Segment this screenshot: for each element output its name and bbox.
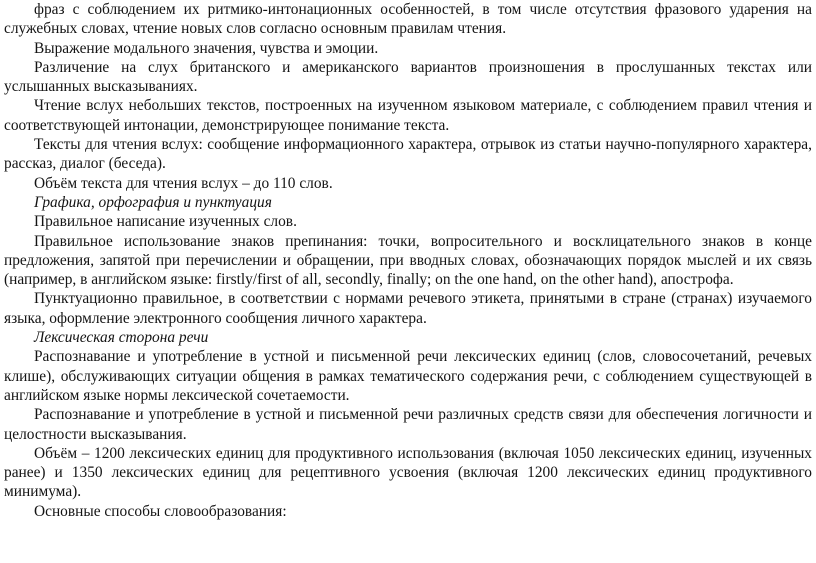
section-heading-lexical: Лексическая сторона речи	[34, 329, 209, 347]
paragraph-lexical-units: Распознавание и употребление в устной и письменной речи лексических единиц (слов, словосочетаний, речевых клише), обслуживающих ситуации общения в рамках тематического содержания речи, с соблюдением существующей в английском языке нормы лексической сочетаемости.	[4, 348, 812, 404]
paragraph-spelling: Правильное написание изученных слов.	[34, 213, 297, 231]
paragraph-word-formation: Основные способы словообразования:	[34, 502, 287, 520]
paragraph-text-volume: Объём текста для чтения вслух – до 110 слов.	[34, 174, 333, 192]
paragraph-reading-texts: Тексты для чтения вслух: сообщение информационного характера, отрывок из статьи научно-популярного характера, рассказ, диалог (беседа).	[4, 136, 812, 173]
paragraph-reading-aloud: Чтение вслух небольших текстов, построенных на изученном языковом материале, с соблюдением правил чтения и соответствующей интонации, демонстрирующее понимание текста.	[4, 97, 812, 134]
paragraph-email-format: Пунктуационно правильное, в соответствии с нормами речевого этикета, принятыми в стране (странах) изучаемого языка, оформление электронного сообщения личного характера.	[4, 290, 812, 327]
paragraph-vocabulary-volume: Объём – 1200 лексических единиц для продуктивного использования (включая 1050 лексических единиц, изученных ранее) и 1350 лексических единиц для рецептивного усвоения (включая 1200 лексических единиц продуктивного минимума).	[4, 444, 812, 501]
paragraph-modality: Выражение модального значения, чувства и эмоции.	[34, 39, 379, 57]
paragraph-punctuation: Правильное использование знаков препинания: точки, вопросительного и восклицательного знаков в конце предложения, запятой при перечислении и обращении, при вводных словах, обозначающих порядок мыслей и их связь (например, в английском языке: firstly/first of all, secondly, finally; on the one hand, on the other hand), апострофа.	[4, 232, 812, 289]
paragraph-pronunciation-variants: Различение на слух британского и американского вариантов произношения в прослушанных текстах или услышанных высказываниях.	[4, 58, 812, 96]
paragraph-cohesion: Распознавание и употребление в устной и письменной речи различных средств связи для обеспечения логичности и целостности высказывания.	[4, 406, 812, 443]
section-heading-graphics: Графика, орфография и пунктуация	[34, 193, 272, 211]
paragraph-intonation: фраз с соблюдением их ритмико-интонационных особенностей, в том числе отсутствия фразового ударения на служебных словах, чтение новых слов согласно основным правилам чтения.	[4, 1, 812, 38]
